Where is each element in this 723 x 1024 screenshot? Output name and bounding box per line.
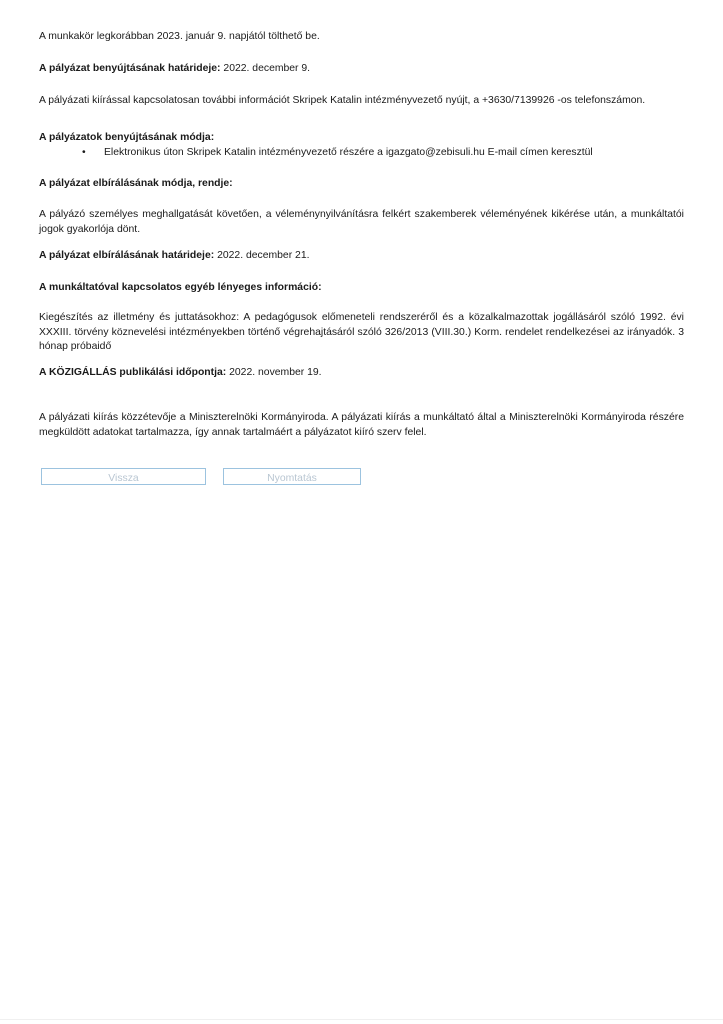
submission-deadline [39, 62, 684, 76]
contact-info-paragraph [39, 94, 684, 109]
start-date-sentence: A munkakör legkorábban 2023. január 9. napjától tölthető be. [39, 31, 320, 42]
submission-method-item [82, 146, 682, 160]
submission-method-item-text: Elektronikus úton Skripek Katalin intézményvezető részére a igazgato@zebisuli.hu E-mail címen keresztül [104, 147, 593, 158]
disclaimer-paragraph [39, 411, 684, 440]
submission-deadline-value: 2022. december 9. [223, 63, 311, 74]
evaluation-deadline [39, 249, 684, 263]
footer-divider [0, 1019, 723, 1020]
publication-date [39, 366, 684, 380]
back-button[interactable]: Vissza [41, 468, 206, 485]
print-button[interactable]: Nyomtatás [223, 468, 361, 485]
publication-date-value: 2022. november 19. [229, 367, 322, 378]
evaluation-method-paragraph [39, 208, 684, 237]
publication-date-label: A KÖZIGÁLLÁS publikálási időpontja: [39, 367, 227, 378]
start-date-text [39, 30, 684, 44]
other-info-heading [39, 281, 684, 295]
evaluation-deadline-value: 2022. december 21. [217, 250, 310, 261]
evaluation-method-text: A pályázó személyes meghallgatását követően, a véleménynyilvánításra felkért szakemberek véleményének kikérése után, a munkáltatói jogok gyakorlója dönt. [39, 209, 684, 235]
evaluation-method-heading [39, 177, 684, 191]
evaluation-method-heading-text: A pályázat elbírálásának módja, rendje: [39, 178, 233, 189]
contact-info-text: A pályázati kiírással kapcsolatosan további információt Skripek Katalin intézményvezető nyújt, a +3630/7139926 -os telefonszámon. [39, 95, 646, 106]
submission-method-heading [39, 131, 684, 145]
other-info-heading-text: A munkáltatóval kapcsolatos egyéb lényeges információ: [39, 282, 322, 293]
other-info-text: Kiegészítés az illetmény és juttatásokhoz: A pedagógusok előmeneteli rendszeréről és a közalkalmazottak jogállásáról szóló 1992. évi XXXIII. törvény köznevelési intézményekben történő végrehajtásáról szóló 326/2013 (VIII.30.) Korm. rendelet rendelkezései az irányadók. 3 hónap próbaidő [39, 312, 684, 352]
bullet-icon: • [82, 147, 86, 158]
other-info-paragraph [39, 311, 684, 355]
evaluation-deadline-label: A pályázat elbírálásának határideje: [39, 250, 215, 261]
submission-method-heading-text: A pályázatok benyújtásának módja: [39, 132, 215, 143]
submission-deadline-label: A pályázat benyújtásának határideje: [39, 63, 221, 74]
disclaimer-text: A pályázati kiírás közzétevője a Miniszterelnöki Kormányiroda. A pályázati kiírás a munkáltató által a Miniszterelnöki Kormányiroda részére megküldött adatokat tartalmazza, így annak tartalmáért a pályázatot kiíró szerv felel. [39, 412, 684, 438]
